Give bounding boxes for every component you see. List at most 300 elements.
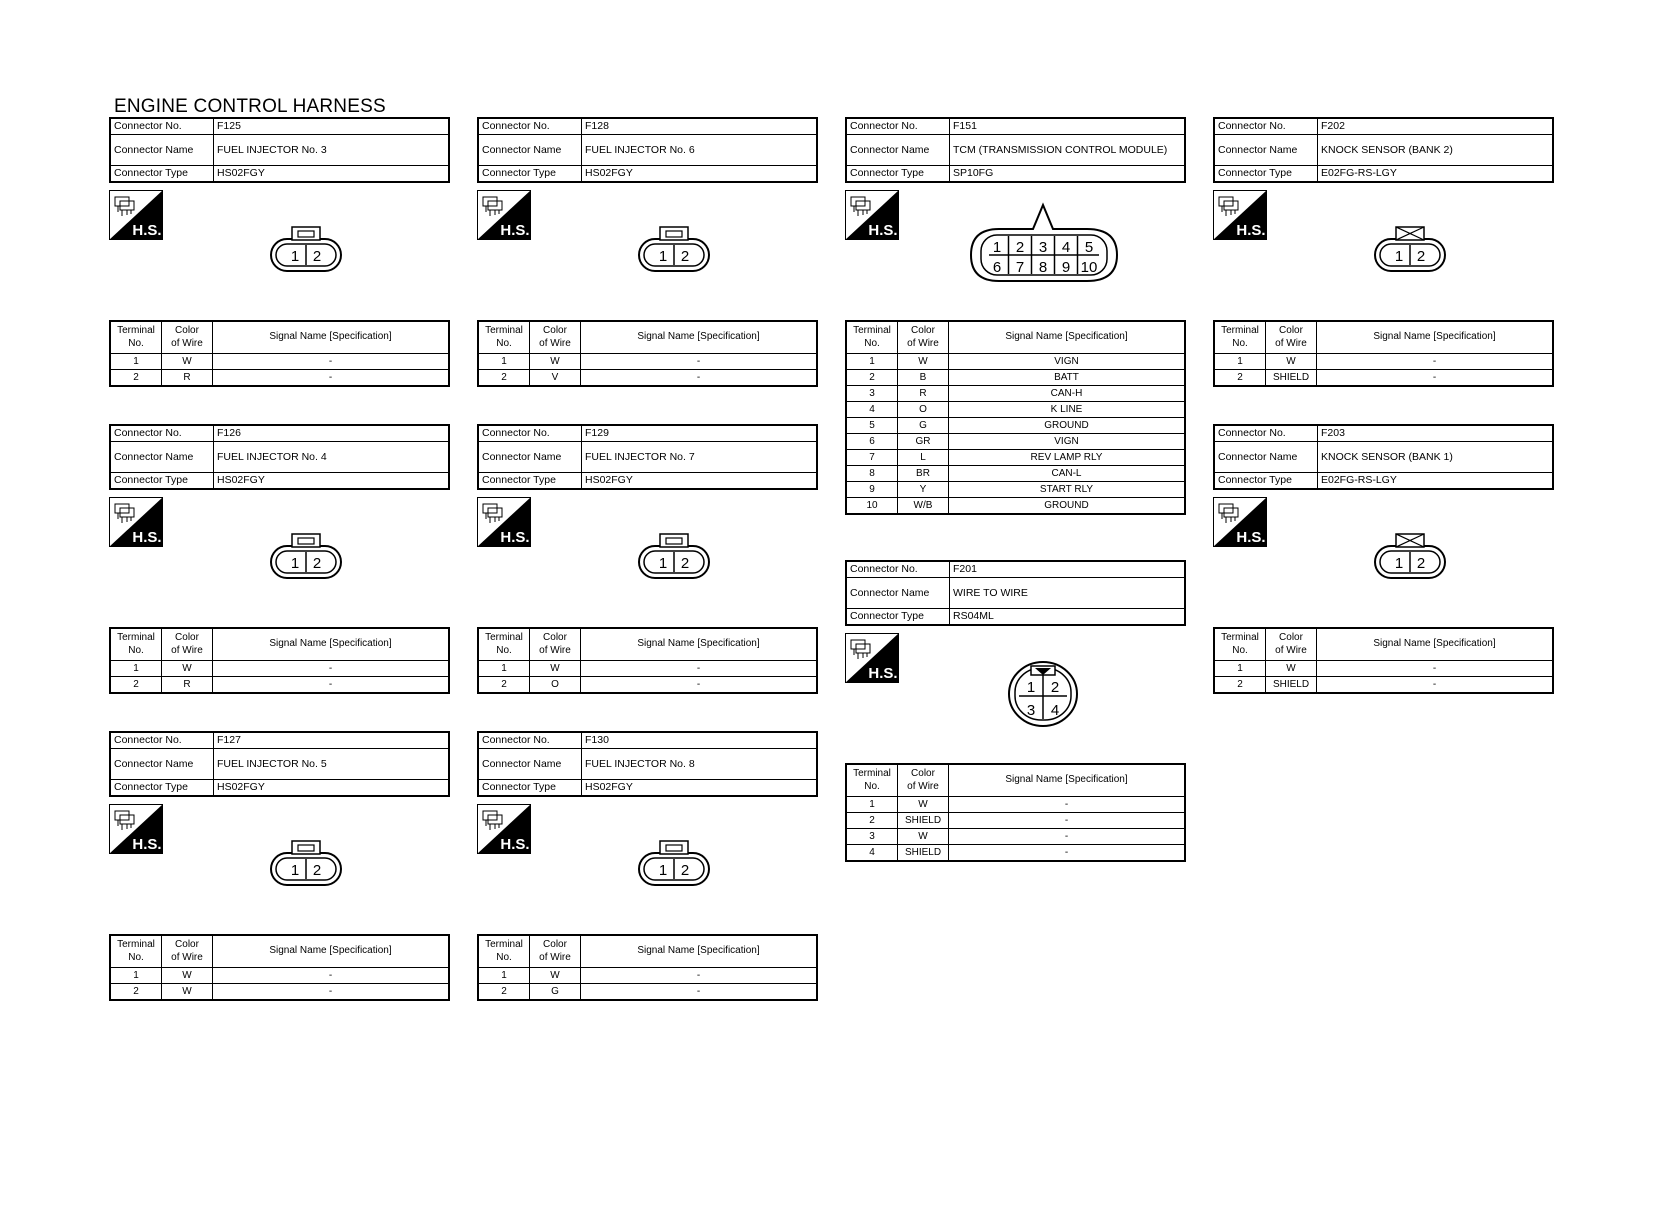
signal-name: - (949, 845, 1186, 862)
terminal-no: 3 (846, 386, 898, 402)
connector-latch (660, 841, 688, 854)
terminal-row (478, 984, 817, 1001)
connector-no-label: Connector No. (846, 561, 950, 578)
hs-text: H.S. (132, 836, 162, 853)
terminal-row (846, 386, 1185, 402)
connector-diagram (845, 183, 1186, 320)
terminal-row (846, 845, 1185, 862)
terminal-no: 1 (846, 797, 898, 813)
terminal-row (846, 354, 1185, 370)
signal-name: - (581, 661, 818, 677)
wire-color: W/B (898, 498, 949, 515)
wire-color: W (162, 968, 213, 984)
wire-color: W (898, 829, 949, 845)
pin-number-2: 2 (680, 862, 690, 879)
terminal-no: 5 (846, 418, 898, 434)
connector-type-label: Connector Type (1214, 473, 1318, 490)
terminal-row (110, 354, 449, 370)
connector-name-label: Connector Name (110, 749, 214, 780)
signal-name: - (1317, 677, 1554, 694)
hs-text: H.S. (868, 665, 898, 682)
signal-name: CAN-H (949, 386, 1186, 402)
terminal-no: 2 (110, 677, 162, 694)
connector-face-drawing (969, 199, 1119, 285)
terminal-header: Terminal No. (110, 321, 162, 354)
terminal-table (1213, 320, 1554, 387)
pin-number-4: 4 (1061, 239, 1071, 256)
signal-name: - (581, 354, 818, 370)
connector-block-f125 (109, 117, 450, 387)
signal-header: Signal Name [Specification] (949, 321, 1186, 354)
connector-type-label: Connector Type (110, 166, 214, 183)
signal-header: Signal Name [Specification] (213, 321, 450, 354)
pin-number-1: 1 (658, 248, 668, 265)
wire-color: R (162, 370, 213, 387)
terminal-row (846, 813, 1185, 829)
pin-number-1: 1 (1394, 248, 1404, 265)
pin-number-1: 1 (1026, 679, 1036, 696)
pin-number-3: 3 (1026, 702, 1036, 719)
connector-no-value: F202 (1318, 118, 1554, 135)
signal-name: - (949, 829, 1186, 845)
terminal-no: 2 (110, 984, 162, 1001)
pin-number-2: 2 (312, 555, 322, 572)
signal-header: Signal Name [Specification] (213, 628, 450, 661)
terminal-no: 1 (478, 661, 530, 677)
connector-block-f126 (109, 424, 450, 694)
connector-name-label: Connector Name (478, 135, 582, 166)
terminal-header: Terminal No. (478, 628, 530, 661)
terminal-header: Terminal No. (846, 764, 898, 797)
connector-name-label: Connector Name (846, 135, 950, 166)
connector-type-value: RS04ML (950, 609, 1186, 626)
hs-text: H.S. (132, 529, 162, 546)
pin-number-6: 6 (992, 259, 1002, 276)
wire-color: W (530, 354, 581, 370)
connector-no-label: Connector No. (1214, 118, 1318, 135)
pin-number-3: 3 (1038, 239, 1048, 256)
color-header: Color of Wire (162, 321, 213, 354)
connector-no-label: Connector No. (846, 118, 950, 135)
wire-color: W (898, 797, 949, 813)
connector-block-f129 (477, 424, 818, 694)
terminal-row (110, 661, 449, 677)
terminal-row (110, 968, 449, 984)
terminal-row (110, 677, 449, 694)
pin-number-7: 7 (1015, 259, 1025, 276)
connector-info-table (845, 560, 1186, 626)
pin-number-8: 8 (1038, 259, 1048, 276)
signal-name: START RLY (949, 482, 1186, 498)
connector-no-value: F201 (950, 561, 1186, 578)
terminal-row (478, 677, 817, 694)
pin-number-4: 4 (1050, 702, 1060, 719)
connector-no-value: F126 (214, 425, 450, 442)
pin-number-2: 2 (1015, 239, 1025, 256)
wire-color: SHIELD (898, 813, 949, 829)
connector-name-label: Connector Name (846, 578, 950, 609)
connector-no-value: F125 (214, 118, 450, 135)
terminal-row (478, 661, 817, 677)
connector-name-label: Connector Name (1214, 135, 1318, 166)
harness-side-icon (845, 633, 899, 683)
connector-name-label: Connector Name (1214, 442, 1318, 473)
terminal-no: 2 (478, 984, 530, 1001)
connector-no-label: Connector No. (1214, 425, 1318, 442)
wire-color: BR (898, 466, 949, 482)
connector-type-value: E02FG-RS-LGY (1318, 473, 1554, 490)
pin-number-1: 1 (290, 248, 300, 265)
harness-side-icon (845, 190, 899, 240)
connector-latch (292, 534, 320, 547)
connector-name-value: FUEL INJECTOR No. 8 (582, 749, 818, 780)
connector-no-label: Connector No. (478, 425, 582, 442)
hs-text: H.S. (1236, 222, 1266, 239)
connector-diagram (109, 797, 450, 934)
terminal-row (846, 450, 1185, 466)
color-header: Color of Wire (530, 321, 581, 354)
connector-diagram (477, 183, 818, 320)
pin-number-2: 2 (1050, 679, 1060, 696)
connector-name-label: Connector Name (110, 442, 214, 473)
wire-color: W (1266, 354, 1317, 370)
page-title: ENGINE CONTROL HARNESS (114, 96, 386, 117)
signal-name: BATT (949, 370, 1186, 386)
wire-color: Y (898, 482, 949, 498)
connector-type-label: Connector Type (846, 609, 950, 626)
connector-info-table (477, 731, 818, 797)
terminal-row (846, 829, 1185, 845)
wire-color: SHIELD (898, 845, 949, 862)
connector-latch (660, 534, 688, 547)
connector-info-table (109, 731, 450, 797)
pin-number-2: 2 (680, 248, 690, 265)
terminal-header: Terminal No. (1214, 321, 1266, 354)
connector-name-value: WIRE TO WIRE (950, 578, 1186, 609)
signal-name: - (581, 677, 818, 694)
hs-text: H.S. (132, 222, 162, 239)
terminal-no: 1 (110, 968, 162, 984)
connector-name-value: FUEL INJECTOR No. 7 (582, 442, 818, 473)
color-header: Color of Wire (1266, 628, 1317, 661)
wire-color: O (530, 677, 581, 694)
connector-block-f127 (109, 731, 450, 1001)
connector-type-label: Connector Type (478, 780, 582, 797)
pin-number-9: 9 (1061, 259, 1071, 276)
terminal-table (109, 627, 450, 694)
connector-info-table (1213, 117, 1554, 183)
connector-name-value: TCM (TRANSMISSION CONTROL MODULE) (950, 135, 1186, 166)
wire-color: V (530, 370, 581, 387)
harness-side-icon (109, 497, 163, 547)
terminal-row (846, 797, 1185, 813)
connector-block-f202 (1213, 117, 1554, 387)
terminal-no: 1 (1214, 661, 1266, 677)
terminal-no: 1 (846, 354, 898, 370)
terminal-header: Terminal No. (846, 321, 898, 354)
connector-name-value: FUEL INJECTOR No. 5 (214, 749, 450, 780)
pin-number-10: 10 (1080, 259, 1098, 276)
terminal-no: 2 (846, 813, 898, 829)
signal-name: VIGN (949, 434, 1186, 450)
terminal-row (1214, 661, 1553, 677)
terminal-row (846, 418, 1185, 434)
pin-number-1: 1 (290, 555, 300, 572)
terminal-no: 8 (846, 466, 898, 482)
terminal-header: Terminal No. (1214, 628, 1266, 661)
connector-name-value: FUEL INJECTOR No. 4 (214, 442, 450, 473)
connector-no-label: Connector No. (110, 425, 214, 442)
terminal-no: 2 (478, 677, 530, 694)
terminal-table (845, 763, 1186, 862)
terminal-no: 10 (846, 498, 898, 515)
connector-type-label: Connector Type (110, 780, 214, 797)
connector-face-drawing (637, 530, 711, 582)
terminal-header: Terminal No. (478, 935, 530, 968)
connector-block-f201 (845, 560, 1186, 862)
wire-color: SHIELD (1266, 370, 1317, 387)
color-header: Color of Wire (898, 764, 949, 797)
connector-type-value: HS02FGY (214, 780, 450, 797)
terminal-table (845, 320, 1186, 515)
terminal-no: 1 (110, 661, 162, 677)
connector-no-label: Connector No. (478, 732, 582, 749)
signal-name: K LINE (949, 402, 1186, 418)
connector-diagram (845, 626, 1186, 763)
color-header: Color of Wire (162, 628, 213, 661)
connector-block-f128 (477, 117, 818, 387)
pin-number-1: 1 (658, 555, 668, 572)
connector-name-label: Connector Name (478, 749, 582, 780)
harness-side-icon (109, 190, 163, 240)
pin-number-1: 1 (1394, 555, 1404, 572)
connector-no-value: F129 (582, 425, 818, 442)
connector-name-value: FUEL INJECTOR No. 3 (214, 135, 450, 166)
wire-color: R (162, 677, 213, 694)
color-header: Color of Wire (530, 628, 581, 661)
wire-color: W (162, 661, 213, 677)
terminal-row (1214, 354, 1553, 370)
pin-number-1: 1 (658, 862, 668, 879)
color-header: Color of Wire (898, 321, 949, 354)
hs-text: H.S. (500, 836, 530, 853)
color-header: Color of Wire (530, 935, 581, 968)
connector-latch (660, 227, 688, 240)
signal-name: - (213, 370, 450, 387)
hs-text: H.S. (1236, 529, 1266, 546)
terminal-no: 4 (846, 402, 898, 418)
connector-diagram (109, 183, 450, 320)
terminal-table (109, 934, 450, 1001)
terminal-no: 2 (110, 370, 162, 387)
signal-name: - (949, 797, 1186, 813)
terminal-no: 6 (846, 434, 898, 450)
terminal-row (1214, 677, 1553, 694)
terminal-row (846, 482, 1185, 498)
harness-side-icon (109, 804, 163, 854)
wire-color: O (898, 402, 949, 418)
connector-info-table (109, 424, 450, 490)
wire-color: W (162, 984, 213, 1001)
connector-face-drawing (269, 837, 343, 889)
terminal-table (1213, 627, 1554, 694)
pin-number-2: 2 (680, 555, 690, 572)
connector-info-table (477, 117, 818, 183)
signal-header: Signal Name [Specification] (1317, 321, 1554, 354)
signal-name: - (213, 968, 450, 984)
connector-diagram (1213, 490, 1554, 627)
connector-block-f130 (477, 731, 818, 1001)
connector-face-drawing (269, 530, 343, 582)
wire-color: L (898, 450, 949, 466)
signal-header: Signal Name [Specification] (949, 764, 1186, 797)
wire-color: G (530, 984, 581, 1001)
connector-info-table (109, 117, 450, 183)
terminal-no: 7 (846, 450, 898, 466)
connector-no-value: F203 (1318, 425, 1554, 442)
terminal-row (846, 370, 1185, 386)
wire-color: GR (898, 434, 949, 450)
connector-face-drawing (269, 223, 343, 275)
terminal-row (846, 402, 1185, 418)
terminal-no: 2 (846, 370, 898, 386)
signal-name: - (581, 968, 818, 984)
pin-number-1: 1 (290, 862, 300, 879)
terminal-table (109, 320, 450, 387)
terminal-row (1214, 370, 1553, 387)
terminal-no: 1 (478, 354, 530, 370)
signal-name: - (581, 984, 818, 1001)
connector-no-value: F127 (214, 732, 450, 749)
wire-color: W (1266, 661, 1317, 677)
connector-type-value: HS02FGY (582, 780, 818, 797)
color-header: Color of Wire (1266, 321, 1317, 354)
signal-name: GROUND (949, 418, 1186, 434)
harness-side-icon (477, 497, 531, 547)
signal-name: - (213, 677, 450, 694)
signal-header: Signal Name [Specification] (213, 935, 450, 968)
harness-side-icon (1213, 190, 1267, 240)
terminal-row (846, 466, 1185, 482)
terminal-table (477, 627, 818, 694)
connector-info-table (1213, 424, 1554, 490)
connector-no-label: Connector No. (110, 118, 214, 135)
terminal-row (110, 984, 449, 1001)
signal-name: CAN-L (949, 466, 1186, 482)
pin-number-2: 2 (1416, 555, 1426, 572)
connector-face-drawing (637, 223, 711, 275)
connector-no-value: F151 (950, 118, 1186, 135)
connector-name-label: Connector Name (478, 442, 582, 473)
connector-latch (292, 841, 320, 854)
connector-diagram (109, 490, 450, 627)
terminal-no: 2 (1214, 677, 1266, 694)
terminal-header: Terminal No. (478, 321, 530, 354)
terminal-row (846, 498, 1185, 515)
signal-name: - (1317, 370, 1554, 387)
connector-diagram (477, 797, 818, 934)
harness-side-icon (1213, 497, 1267, 547)
connector-face-drawing (1007, 656, 1079, 728)
connector-info-table (477, 424, 818, 490)
pin-number-2: 2 (312, 248, 322, 265)
signal-name: REV LAMP RLY (949, 450, 1186, 466)
wire-color: SHIELD (1266, 677, 1317, 694)
signal-header: Signal Name [Specification] (1317, 628, 1554, 661)
signal-name: - (949, 813, 1186, 829)
signal-header: Signal Name [Specification] (581, 935, 818, 968)
wire-color: W (162, 354, 213, 370)
connector-diagram (477, 490, 818, 627)
signal-name: - (213, 354, 450, 370)
terminal-no: 1 (110, 354, 162, 370)
terminal-row (478, 370, 817, 387)
terminal-header: Terminal No. (110, 628, 162, 661)
pin-number-5: 5 (1084, 239, 1094, 256)
pin-number-2: 2 (1416, 248, 1426, 265)
connector-block-f151 (845, 117, 1186, 515)
connector-face-drawing (1373, 530, 1447, 582)
connector-type-value: E02FG-RS-LGY (1318, 166, 1554, 183)
signal-name: - (213, 984, 450, 1001)
connector-latch (292, 227, 320, 240)
signal-name: - (581, 370, 818, 387)
connector-type-label: Connector Type (846, 166, 950, 183)
terminal-row (846, 434, 1185, 450)
connector-type-value: HS02FGY (582, 473, 818, 490)
connector-face-drawing (637, 837, 711, 889)
terminal-no: 4 (846, 845, 898, 862)
connector-no-label: Connector No. (478, 118, 582, 135)
connector-diagram (1213, 183, 1554, 320)
wire-color: G (898, 418, 949, 434)
signal-name: - (1317, 354, 1554, 370)
connector-name-value: FUEL INJECTOR No. 6 (582, 135, 818, 166)
connector-name-value: KNOCK SENSOR (BANK 1) (1318, 442, 1554, 473)
connector-no-value: F130 (582, 732, 818, 749)
wire-color: W (898, 354, 949, 370)
hs-text: H.S. (500, 529, 530, 546)
connector-no-value: F128 (582, 118, 818, 135)
connector-name-label: Connector Name (110, 135, 214, 166)
connector-face-drawing (1373, 223, 1447, 275)
connector-no-label: Connector No. (110, 732, 214, 749)
signal-name: VIGN (949, 354, 1186, 370)
wire-color: B (898, 370, 949, 386)
connector-type-value: HS02FGY (214, 166, 450, 183)
wire-color: W (530, 968, 581, 984)
connector-type-label: Connector Type (478, 473, 582, 490)
terminal-row (478, 968, 817, 984)
hs-text: H.S. (868, 222, 898, 239)
terminal-no: 3 (846, 829, 898, 845)
signal-name: GROUND (949, 498, 1186, 515)
pin-number-1: 1 (992, 239, 1002, 256)
harness-side-icon (477, 190, 531, 240)
connector-type-label: Connector Type (1214, 166, 1318, 183)
signal-name: - (1317, 661, 1554, 677)
terminal-no: 1 (478, 968, 530, 984)
terminal-row (478, 354, 817, 370)
terminal-no: 2 (1214, 370, 1266, 387)
signal-name: - (213, 661, 450, 677)
color-header: Color of Wire (162, 935, 213, 968)
connector-block-f203 (1213, 424, 1554, 694)
connector-type-label: Connector Type (110, 473, 214, 490)
terminal-row (110, 370, 449, 387)
connector-info-table (845, 117, 1186, 183)
hs-text: H.S. (500, 222, 530, 239)
